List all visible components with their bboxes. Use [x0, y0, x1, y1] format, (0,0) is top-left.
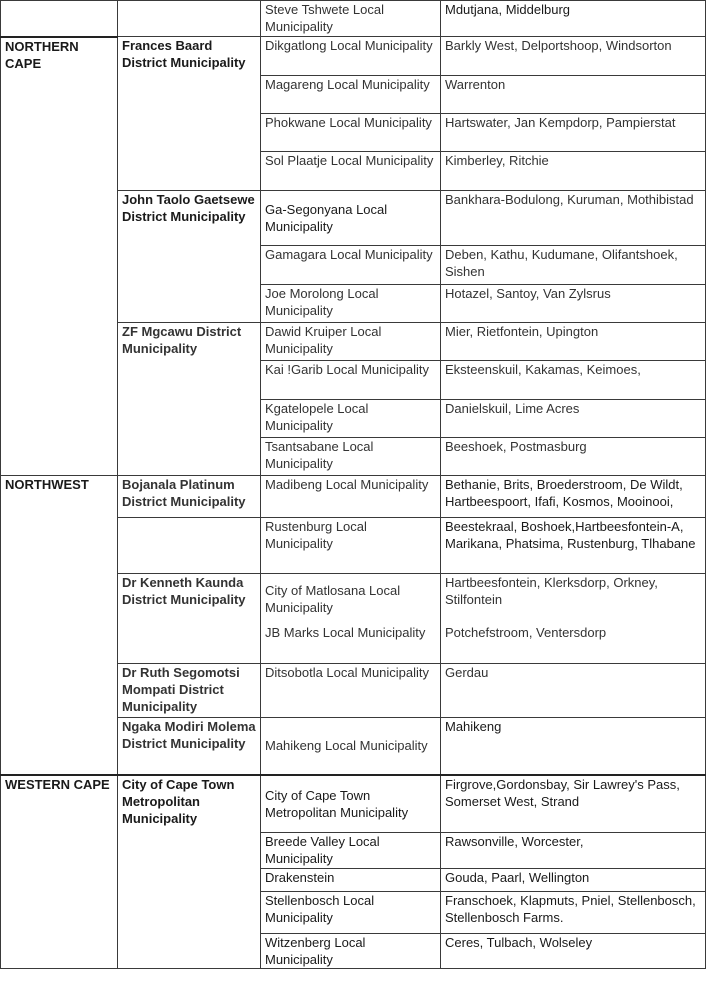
towns-cell: Eksteenskuil, Kakamas, Keimoes,	[441, 361, 706, 400]
district-cell: John Taolo Gaetsewe District Municipality	[118, 191, 261, 246]
province-cell	[1, 934, 118, 969]
province-cell	[1, 518, 118, 574]
district-cell	[118, 1, 261, 37]
local-municipality-cell: City of Cape Town Metropolitan Municipality	[261, 775, 441, 833]
district-cell: Ngaka Modiri Molema District Municipality	[118, 718, 261, 775]
towns-cell: Mahikeng	[441, 718, 706, 775]
district-cell: Dr Kenneth Kaunda District Municipality	[118, 574, 261, 624]
table-row	[1, 400, 706, 438]
local-municipality-cell: Dawid Kruiper Local Municipality	[261, 323, 441, 361]
local-municipality-cell: Kai !Garib Local Municipality	[261, 361, 441, 400]
towns-cell: Mdutjana, Middelburg	[441, 1, 706, 37]
local-municipality-cell: Gamagara Local Municipality	[261, 246, 441, 285]
district-cell	[118, 833, 261, 869]
table-row	[1, 892, 706, 934]
table-row	[1, 37, 706, 76]
district-cell: Dr Ruth Segomotsi Mompati District Municipality	[118, 664, 261, 718]
province-cell	[1, 323, 118, 361]
table-row	[1, 574, 706, 624]
district-cell	[118, 246, 261, 285]
local-municipality-cell: Phokwane Local Municipality	[261, 114, 441, 152]
district-cell	[118, 400, 261, 438]
local-municipality-cell: Witzenberg Local Municipality	[261, 934, 441, 969]
local-municipality-cell: Sol Plaatje Local Municipality	[261, 152, 441, 191]
towns-cell: Barkly West, Delportshoop, Windsorton	[441, 37, 706, 76]
towns-cell: Bankhara-Bodulong, Kuruman, Mothibistad	[441, 191, 706, 246]
table-row	[1, 664, 706, 718]
district-cell	[118, 934, 261, 969]
towns-cell: Gouda, Paarl, Wellington	[441, 869, 706, 892]
district-cell	[118, 285, 261, 323]
district-cell	[118, 869, 261, 892]
province-cell	[1, 892, 118, 934]
towns-cell: Rawsonville, Worcester,	[441, 833, 706, 869]
towns-cell: Ceres, Tulbach, Wolseley	[441, 934, 706, 969]
towns-cell: Deben, Kathu, Kudumane, Olifantshoek, Sishen	[441, 246, 706, 285]
table-row	[1, 869, 706, 892]
table-row	[1, 833, 706, 869]
table-row	[1, 775, 706, 833]
province-cell	[1, 624, 118, 664]
table-row	[1, 246, 706, 285]
towns-cell: Beestekraal, Boshoek,Hartbeesfontein-A, Marikana, Phatsima, Rustenburg, Tlhabane	[441, 518, 706, 574]
local-municipality-cell: Stellenbosch Local Municipality	[261, 892, 441, 934]
province-cell: WESTERN CAPE	[1, 775, 118, 833]
table-row	[1, 285, 706, 323]
district-cell: Frances Baard District Municipality	[118, 37, 261, 76]
local-municipality-cell: City of Matlosana Local Municipality	[261, 574, 441, 624]
district-cell	[118, 361, 261, 400]
local-municipality-cell: Dikgatlong Local Municipality	[261, 37, 441, 76]
table-row	[1, 518, 706, 574]
local-municipality-cell: Ga-Segonyana Local Municipality	[261, 191, 441, 246]
table-row	[1, 191, 706, 246]
towns-cell: Bethanie, Brits, Broederstroom, De Wildt, Hartbeespoort, Ifafi, Kosmos, Mooinooi,	[441, 476, 706, 518]
district-cell	[118, 114, 261, 152]
district-cell: ZF Mgcawu District Municipality	[118, 323, 261, 361]
district-cell: Bojanala Platinum District Municipality	[118, 476, 261, 518]
district-cell	[118, 624, 261, 664]
towns-cell: Beeshoek, Postmasburg	[441, 438, 706, 476]
local-municipality-cell: Kgatelopele Local Municipality	[261, 400, 441, 438]
table-row	[1, 76, 706, 114]
local-municipality-cell: Magareng Local Municipality	[261, 76, 441, 114]
province-cell	[1, 438, 118, 476]
district-cell	[118, 76, 261, 114]
province-cell	[1, 152, 118, 191]
province-cell	[1, 114, 118, 152]
province-cell	[1, 718, 118, 775]
province-cell	[1, 361, 118, 400]
table-row	[1, 323, 706, 361]
province-cell	[1, 191, 118, 246]
towns-cell: Franschoek, Klapmuts, Pniel, Stellenbosch, Stellenbosch Farms.	[441, 892, 706, 934]
district-cell	[118, 152, 261, 191]
province-cell	[1, 400, 118, 438]
local-municipality-cell: Ditsobotla Local Municipality	[261, 664, 441, 718]
local-municipality-cell: Madibeng Local Municipality	[261, 476, 441, 518]
local-municipality-cell: Steve Tshwete Local Municipality	[261, 1, 441, 37]
local-municipality-cell: Tsantsabane Local Municipality	[261, 438, 441, 476]
towns-cell: Firgrove,Gordonsbay, Sir Lawrey's Pass, Somerset West, Strand	[441, 775, 706, 833]
local-municipality-cell: Drakenstein	[261, 869, 441, 892]
province-cell	[1, 574, 118, 624]
local-municipality-cell: Mahikeng Local Municipality	[261, 718, 441, 775]
table-row	[1, 361, 706, 400]
towns-cell: Warrenton	[441, 76, 706, 114]
province-cell	[1, 76, 118, 114]
province-cell	[1, 246, 118, 285]
local-municipality-cell: Rustenburg Local Municipality	[261, 518, 441, 574]
towns-cell: Mier, Rietfontein, Upington	[441, 323, 706, 361]
table-row	[1, 152, 706, 191]
table-row	[1, 114, 706, 152]
table-row	[1, 1, 706, 37]
towns-cell: Potchefstroom, Ventersdorp	[441, 624, 706, 664]
local-municipality-cell: Breede Valley Local Municipality	[261, 833, 441, 869]
local-municipality-cell: JB Marks Local Municipality	[261, 624, 441, 664]
table-row	[1, 624, 706, 664]
table-row	[1, 438, 706, 476]
table-row	[1, 934, 706, 969]
province-cell: NORTHWEST	[1, 476, 118, 518]
province-cell	[1, 664, 118, 718]
province-cell: NORTHERN CAPE	[1, 37, 118, 76]
province-cell	[1, 1, 118, 37]
towns-cell: Gerdau	[441, 664, 706, 718]
towns-cell: Danielskuil, Lime Acres	[441, 400, 706, 438]
province-cell	[1, 869, 118, 892]
district-cell: City of Cape Town Metropolitan Municipality	[118, 775, 261, 833]
towns-cell: Hartswater, Jan Kempdorp, Pampierstat	[441, 114, 706, 152]
towns-cell: Hotazel, Santoy, Van Zylsrus	[441, 285, 706, 323]
local-municipality-cell: Joe Morolong Local Municipality	[261, 285, 441, 323]
province-cell	[1, 285, 118, 323]
towns-cell: Hartbeesfontein, Klerksdorp, Orkney, Stilfontein	[441, 574, 706, 624]
table-row	[1, 476, 706, 518]
table-row	[1, 718, 706, 775]
district-cell	[118, 438, 261, 476]
district-cell	[118, 892, 261, 934]
district-cell	[118, 518, 261, 574]
province-cell	[1, 833, 118, 869]
towns-cell: Kimberley, Ritchie	[441, 152, 706, 191]
